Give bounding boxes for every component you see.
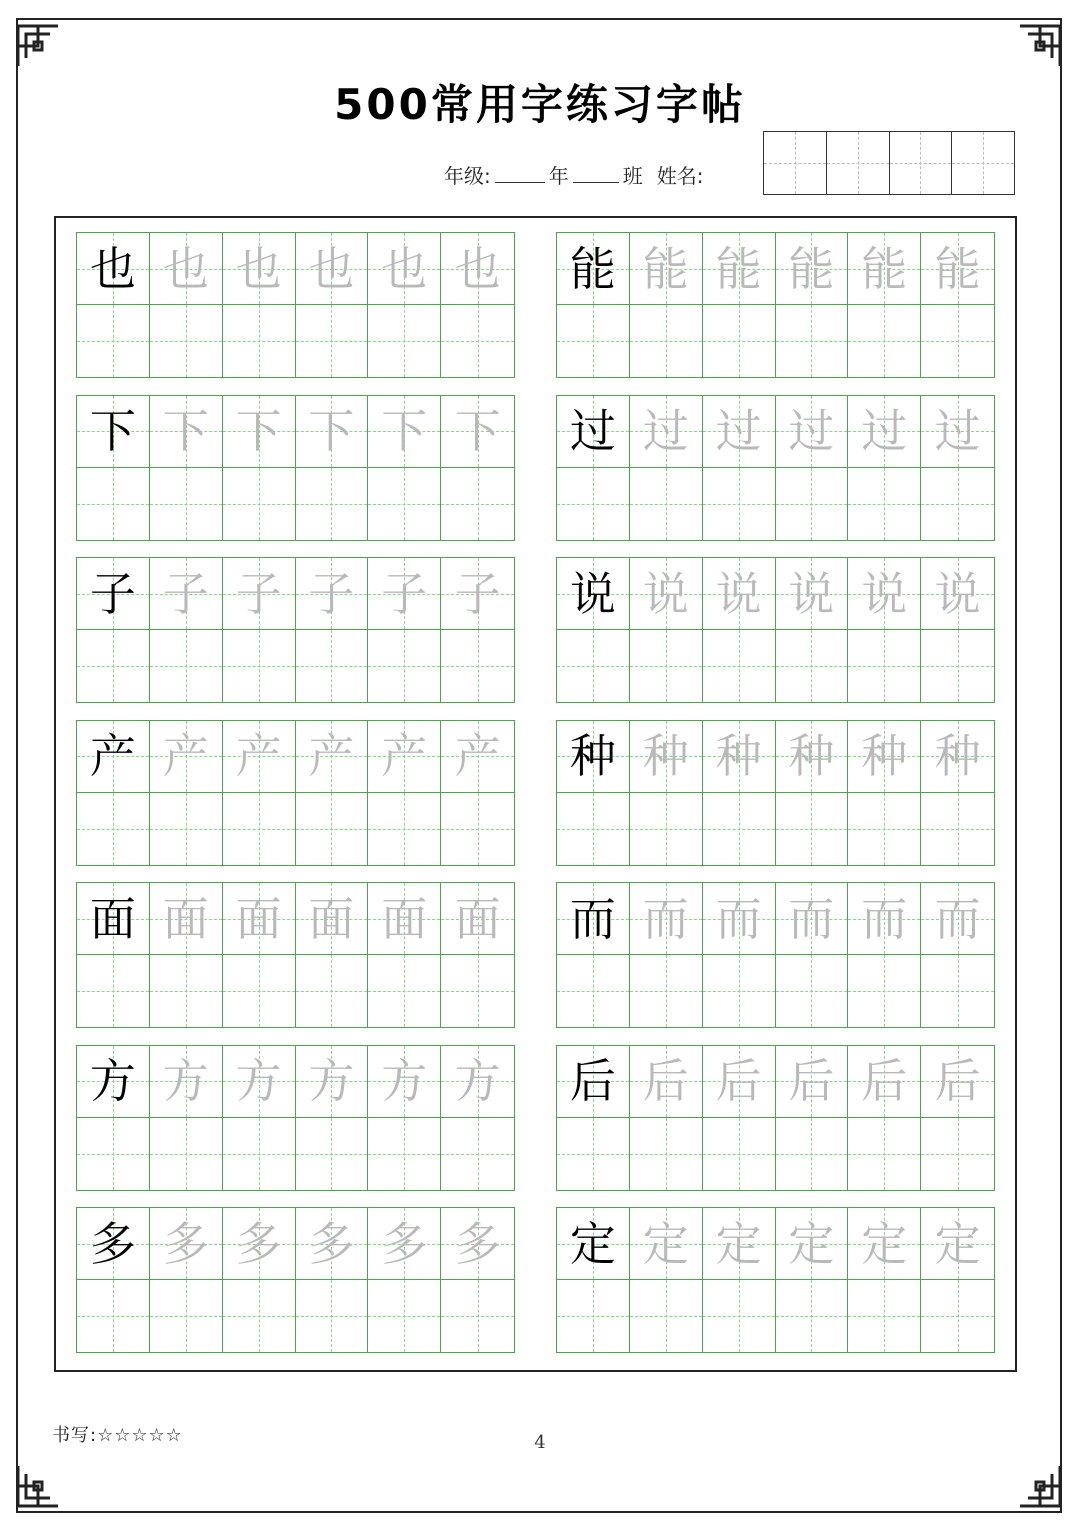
trace-character: 也 — [381, 241, 428, 296]
model-character: 后 — [569, 1054, 616, 1108]
trace-character: 也 — [235, 241, 282, 296]
corner-ornament-icon — [1020, 1466, 1068, 1514]
page-title: 500常用字练习字帖 — [334, 80, 746, 129]
trace-character: 后 — [715, 1054, 762, 1108]
trace-character: 多 — [235, 1216, 282, 1271]
trace-char-cell[interactable] — [848, 883, 921, 955]
blank-practice-cell[interactable] — [77, 630, 150, 702]
trace-character: 而 — [861, 891, 908, 946]
trace-character: 后 — [861, 1054, 908, 1108]
trace-character: 过 — [715, 404, 762, 458]
trace-character: 产 — [308, 729, 355, 783]
trace-char-cell[interactable] — [630, 883, 703, 955]
model-character: 能 — [569, 241, 616, 296]
blank-practice-cell[interactable] — [223, 1280, 296, 1352]
trace-character: 定 — [715, 1216, 762, 1271]
practice-row-left — [76, 1045, 515, 1191]
blank-practice-cell[interactable] — [296, 468, 369, 540]
trace-character: 产 — [381, 729, 428, 783]
blank-practice-cell[interactable] — [776, 955, 849, 1027]
blank-practice-cell[interactable] — [630, 955, 703, 1027]
trace-character: 面 — [162, 891, 209, 946]
trace-character: 也 — [162, 241, 209, 296]
practice-row-left — [76, 557, 515, 703]
practice-row-left — [76, 720, 515, 866]
trace-character: 子 — [162, 566, 209, 621]
blank-practice-cell[interactable] — [368, 1280, 441, 1352]
blank-practice-cell[interactable] — [557, 1280, 630, 1352]
blank-practice-cell[interactable] — [557, 793, 630, 865]
blank-practice-cell[interactable] — [921, 955, 994, 1027]
trace-char-cell[interactable] — [848, 233, 921, 305]
blank-practice-cell[interactable] — [296, 1280, 369, 1352]
blank-practice-cell[interactable] — [150, 305, 223, 377]
blank-practice-cell[interactable] — [296, 305, 369, 377]
practice-row-right — [556, 1207, 995, 1353]
trace-character: 多 — [454, 1216, 501, 1271]
trace-char-cell[interactable] — [776, 558, 849, 630]
name-box[interactable] — [890, 132, 953, 194]
practice-row-left — [76, 232, 515, 378]
trace-character: 方 — [381, 1054, 428, 1108]
trace-character: 定 — [788, 1216, 835, 1271]
trace-char-cell[interactable] — [703, 396, 776, 468]
blank-practice-cell[interactable] — [848, 468, 921, 540]
blank-practice-cell[interactable] — [630, 630, 703, 702]
trace-char-cell[interactable] — [150, 1208, 223, 1280]
trace-character: 能 — [642, 241, 689, 296]
blank-practice-cell[interactable] — [223, 1118, 296, 1190]
trace-character: 而 — [642, 891, 689, 946]
blank-practice-cell[interactable] — [296, 955, 369, 1027]
trace-char-cell[interactable] — [776, 721, 849, 793]
model-char-cell[interactable] — [557, 883, 630, 955]
trace-char-cell[interactable] — [848, 1046, 921, 1118]
trace-char-cell[interactable] — [921, 1046, 994, 1118]
trace-char-cell[interactable] — [776, 396, 849, 468]
trace-character: 子 — [381, 566, 428, 621]
trace-char-cell[interactable] — [150, 883, 223, 955]
trace-char-cell[interactable] — [703, 1208, 776, 1280]
model-char-cell[interactable] — [77, 396, 150, 468]
blank-practice-cell[interactable] — [296, 793, 369, 865]
trace-character: 过 — [861, 404, 908, 458]
trace-char-cell[interactable] — [703, 558, 776, 630]
blank-practice-cell[interactable] — [77, 793, 150, 865]
blank-practice-cell[interactable] — [703, 305, 776, 377]
blank-practice-cell[interactable] — [77, 305, 150, 377]
blank-practice-cell[interactable] — [557, 955, 630, 1027]
blank-practice-cell[interactable] — [921, 305, 994, 377]
blank-practice-cell[interactable] — [150, 1118, 223, 1190]
trace-character: 方 — [454, 1054, 501, 1108]
blank-practice-cell[interactable] — [557, 1118, 630, 1190]
trace-character: 方 — [235, 1054, 282, 1108]
blank-practice-cell[interactable] — [150, 955, 223, 1027]
practice-row-right — [556, 232, 995, 378]
grade-label: 年级: — [444, 164, 491, 188]
trace-character: 定 — [861, 1216, 908, 1271]
trace-character: 方 — [162, 1054, 209, 1108]
trace-character: 下 — [381, 404, 428, 458]
trace-character: 说 — [715, 566, 762, 621]
blank-practice-cell[interactable] — [368, 468, 441, 540]
model-character: 方 — [89, 1054, 136, 1108]
trace-character: 种 — [715, 729, 762, 783]
trace-char-cell[interactable] — [223, 721, 296, 793]
trace-character: 能 — [788, 241, 835, 296]
practice-row-right — [556, 1045, 995, 1191]
practice-row-right — [556, 395, 995, 541]
writing-rating: 书写:☆☆☆☆☆ — [52, 1425, 183, 1446]
blank-practice-cell[interactable] — [848, 1118, 921, 1190]
trace-char-cell[interactable] — [150, 558, 223, 630]
practice-row-left — [76, 882, 515, 1028]
blank-practice-cell[interactable] — [77, 955, 150, 1027]
blank-practice-cell[interactable] — [441, 630, 514, 702]
model-character: 也 — [89, 241, 136, 296]
blank-practice-cell[interactable] — [441, 955, 514, 1027]
model-character: 说 — [569, 566, 616, 621]
blank-practice-cell[interactable] — [150, 630, 223, 702]
trace-char-cell[interactable] — [368, 1046, 441, 1118]
blank-practice-cell[interactable] — [921, 630, 994, 702]
class-input-line[interactable] — [573, 164, 619, 183]
trace-character: 方 — [308, 1054, 355, 1108]
trace-character: 多 — [381, 1216, 428, 1271]
trace-character: 下 — [454, 404, 501, 458]
trace-char-cell[interactable] — [296, 233, 369, 305]
name-box[interactable] — [764, 132, 827, 194]
trace-character: 面 — [308, 891, 355, 946]
model-char-cell[interactable] — [77, 721, 150, 793]
blank-practice-cell[interactable] — [441, 468, 514, 540]
trace-char-cell[interactable] — [441, 396, 514, 468]
blank-practice-cell[interactable] — [441, 1118, 514, 1190]
trace-char-cell[interactable] — [921, 883, 994, 955]
model-character: 而 — [569, 891, 616, 946]
blank-practice-cell[interactable] — [703, 793, 776, 865]
blank-practice-cell[interactable] — [630, 468, 703, 540]
trace-char-cell[interactable] — [368, 558, 441, 630]
model-character: 过 — [569, 404, 616, 458]
blank-practice-cell[interactable] — [441, 305, 514, 377]
trace-char-cell[interactable] — [848, 1208, 921, 1280]
trace-char-cell[interactable] — [296, 1046, 369, 1118]
trace-character: 多 — [162, 1216, 209, 1271]
blank-practice-cell[interactable] — [776, 630, 849, 702]
blank-practice-cell[interactable] — [557, 305, 630, 377]
trace-character: 种 — [642, 729, 689, 783]
blank-practice-cell[interactable] — [77, 468, 150, 540]
trace-char-cell[interactable] — [630, 1046, 703, 1118]
trace-char-cell[interactable] — [441, 1046, 514, 1118]
grade-input-line[interactable] — [495, 164, 545, 183]
trace-char-cell[interactable] — [296, 721, 369, 793]
trace-character: 下 — [235, 404, 282, 458]
trace-char-cell[interactable] — [368, 1208, 441, 1280]
blank-practice-cell[interactable] — [703, 955, 776, 1027]
trace-character: 说 — [861, 566, 908, 621]
trace-character: 后 — [788, 1054, 835, 1108]
model-character: 种 — [569, 729, 616, 783]
trace-char-cell[interactable] — [703, 1046, 776, 1118]
trace-character: 下 — [308, 404, 355, 458]
trace-character: 子 — [454, 566, 501, 621]
trace-character: 而 — [715, 891, 762, 946]
name-box[interactable] — [952, 132, 1014, 194]
trace-char-cell[interactable] — [223, 883, 296, 955]
trace-character: 产 — [235, 729, 282, 783]
trace-character: 而 — [934, 891, 981, 946]
practice-sheet — [54, 216, 1017, 1372]
trace-character: 也 — [308, 241, 355, 296]
trace-character: 后 — [934, 1054, 981, 1108]
trace-char-cell[interactable] — [368, 396, 441, 468]
blank-practice-cell[interactable] — [77, 1280, 150, 1352]
trace-char-cell[interactable] — [441, 1208, 514, 1280]
trace-char-cell[interactable] — [776, 233, 849, 305]
blank-practice-cell[interactable] — [441, 793, 514, 865]
trace-character: 过 — [788, 404, 835, 458]
trace-char-cell[interactable] — [150, 721, 223, 793]
model-char-cell[interactable] — [557, 233, 630, 305]
trace-char-cell[interactable] — [296, 883, 369, 955]
blank-practice-cell[interactable] — [703, 630, 776, 702]
name-box[interactable] — [827, 132, 890, 194]
trace-char-cell[interactable] — [630, 721, 703, 793]
trace-character: 而 — [788, 891, 835, 946]
trace-char-cell[interactable] — [703, 721, 776, 793]
trace-character: 过 — [642, 404, 689, 458]
blank-practice-cell[interactable] — [921, 793, 994, 865]
trace-char-cell[interactable] — [921, 396, 994, 468]
blank-practice-cell[interactable] — [368, 955, 441, 1027]
model-char-cell[interactable] — [77, 1046, 150, 1118]
name-label: 姓名: — [656, 164, 704, 188]
trace-character: 定 — [934, 1216, 981, 1271]
practice-row-right — [556, 882, 995, 1028]
blank-practice-cell[interactable] — [557, 630, 630, 702]
trace-char-cell[interactable] — [703, 233, 776, 305]
blank-practice-cell[interactable] — [150, 793, 223, 865]
model-char-cell[interactable] — [557, 721, 630, 793]
blank-practice-cell[interactable] — [776, 1118, 849, 1190]
trace-char-cell[interactable] — [223, 1046, 296, 1118]
trace-character: 面 — [381, 891, 428, 946]
blank-practice-cell[interactable] — [223, 955, 296, 1027]
blank-practice-cell[interactable] — [630, 793, 703, 865]
blank-practice-cell[interactable] — [441, 1280, 514, 1352]
corner-ornament-icon — [10, 18, 58, 66]
trace-character: 子 — [308, 566, 355, 621]
trace-char-cell[interactable] — [296, 558, 369, 630]
blank-practice-cell[interactable] — [921, 1118, 994, 1190]
blank-practice-cell[interactable] — [77, 1118, 150, 1190]
trace-char-cell[interactable] — [150, 396, 223, 468]
trace-char-cell[interactable] — [223, 396, 296, 468]
trace-char-cell[interactable] — [368, 883, 441, 955]
trace-character: 说 — [642, 566, 689, 621]
trace-char-cell[interactable] — [223, 558, 296, 630]
blank-practice-cell[interactable] — [776, 793, 849, 865]
trace-character: 面 — [235, 891, 282, 946]
model-char-cell[interactable] — [77, 1208, 150, 1280]
trace-char-cell[interactable] — [296, 396, 369, 468]
trace-char-cell[interactable] — [848, 558, 921, 630]
trace-char-cell[interactable] — [630, 396, 703, 468]
blank-practice-cell[interactable] — [150, 468, 223, 540]
trace-character: 种 — [788, 729, 835, 783]
blank-practice-cell[interactable] — [296, 630, 369, 702]
trace-character: 说 — [788, 566, 835, 621]
blank-practice-cell[interactable] — [776, 468, 849, 540]
trace-char-cell[interactable] — [630, 558, 703, 630]
trace-char-cell[interactable] — [441, 558, 514, 630]
blank-practice-cell[interactable] — [848, 630, 921, 702]
model-character: 产 — [89, 729, 136, 783]
trace-character: 面 — [454, 891, 501, 946]
trace-character: 种 — [861, 729, 908, 783]
model-char-cell[interactable] — [557, 1208, 630, 1280]
trace-char-cell[interactable] — [776, 1046, 849, 1118]
blank-practice-cell[interactable] — [557, 468, 630, 540]
trace-char-cell[interactable] — [368, 721, 441, 793]
model-character: 定 — [569, 1216, 616, 1271]
student-info-row — [444, 160, 704, 189]
blank-practice-cell[interactable] — [921, 1280, 994, 1352]
trace-char-cell[interactable] — [368, 233, 441, 305]
page-number: 4 — [534, 1432, 546, 1453]
trace-char-cell[interactable] — [296, 1208, 369, 1280]
blank-practice-cell[interactable] — [848, 305, 921, 377]
trace-char-cell[interactable] — [223, 233, 296, 305]
trace-character: 也 — [454, 241, 501, 296]
blank-practice-cell[interactable] — [848, 955, 921, 1027]
blank-practice-cell[interactable] — [848, 1280, 921, 1352]
class-label: 班 — [622, 164, 643, 188]
trace-character: 产 — [162, 729, 209, 783]
practice-row-left — [76, 1207, 515, 1353]
trace-character: 下 — [162, 404, 209, 458]
trace-character: 能 — [861, 241, 908, 296]
blank-practice-cell[interactable] — [630, 305, 703, 377]
trace-char-cell[interactable] — [921, 233, 994, 305]
blank-practice-cell[interactable] — [223, 468, 296, 540]
blank-practice-cell[interactable] — [703, 1118, 776, 1190]
trace-char-cell[interactable] — [441, 721, 514, 793]
model-character: 多 — [89, 1216, 136, 1271]
blank-practice-cell[interactable] — [848, 793, 921, 865]
trace-char-cell[interactable] — [223, 1208, 296, 1280]
blank-practice-cell[interactable] — [776, 1280, 849, 1352]
trace-char-cell[interactable] — [630, 233, 703, 305]
practice-row-left — [76, 395, 515, 541]
blank-practice-cell[interactable] — [296, 1118, 369, 1190]
trace-character: 产 — [454, 729, 501, 783]
trace-char-cell[interactable] — [630, 1208, 703, 1280]
model-char-cell[interactable] — [557, 396, 630, 468]
trace-character: 说 — [934, 566, 981, 621]
model-char-cell[interactable] — [557, 1046, 630, 1118]
trace-char-cell[interactable] — [921, 721, 994, 793]
blank-practice-cell[interactable] — [223, 793, 296, 865]
corner-ornament-icon — [10, 1466, 58, 1514]
corner-ornament-icon — [1020, 18, 1068, 66]
blank-practice-cell[interactable] — [368, 305, 441, 377]
trace-char-cell[interactable] — [921, 1208, 994, 1280]
model-character: 子 — [89, 566, 136, 621]
trace-character: 定 — [642, 1216, 689, 1271]
name-boxes[interactable] — [763, 131, 1015, 195]
trace-character: 多 — [308, 1216, 355, 1271]
trace-char-cell[interactable] — [776, 1208, 849, 1280]
trace-char-cell[interactable] — [441, 233, 514, 305]
trace-character: 过 — [934, 404, 981, 458]
model-character: 面 — [89, 891, 136, 946]
trace-char-cell[interactable] — [150, 233, 223, 305]
blank-practice-cell[interactable] — [630, 1280, 703, 1352]
blank-practice-cell[interactable] — [150, 1280, 223, 1352]
trace-character: 能 — [715, 241, 762, 296]
trace-char-cell[interactable] — [441, 883, 514, 955]
trace-character: 子 — [235, 566, 282, 621]
blank-practice-cell[interactable] — [368, 793, 441, 865]
model-char-cell[interactable] — [77, 558, 150, 630]
blank-practice-cell[interactable] — [368, 1118, 441, 1190]
trace-char-cell[interactable] — [703, 883, 776, 955]
trace-char-cell[interactable] — [921, 558, 994, 630]
blank-practice-cell[interactable] — [921, 468, 994, 540]
model-char-cell[interactable] — [77, 883, 150, 955]
model-char-cell[interactable] — [557, 558, 630, 630]
trace-char-cell[interactable] — [848, 721, 921, 793]
year-label: 年 — [548, 164, 569, 188]
blank-practice-cell[interactable] — [223, 305, 296, 377]
blank-practice-cell[interactable] — [703, 1280, 776, 1352]
practice-row-right — [556, 720, 995, 866]
trace-character: 后 — [642, 1054, 689, 1108]
blank-practice-cell[interactable] — [223, 630, 296, 702]
blank-practice-cell[interactable] — [368, 630, 441, 702]
blank-practice-cell[interactable] — [630, 1118, 703, 1190]
blank-practice-cell[interactable] — [703, 468, 776, 540]
trace-char-cell[interactable] — [776, 883, 849, 955]
model-char-cell[interactable] — [77, 233, 150, 305]
practice-row-right — [556, 557, 995, 703]
blank-practice-cell[interactable] — [776, 305, 849, 377]
trace-character: 能 — [934, 241, 981, 296]
trace-char-cell[interactable] — [150, 1046, 223, 1118]
trace-char-cell[interactable] — [848, 396, 921, 468]
trace-character: 种 — [934, 729, 981, 783]
model-character: 下 — [89, 404, 136, 458]
